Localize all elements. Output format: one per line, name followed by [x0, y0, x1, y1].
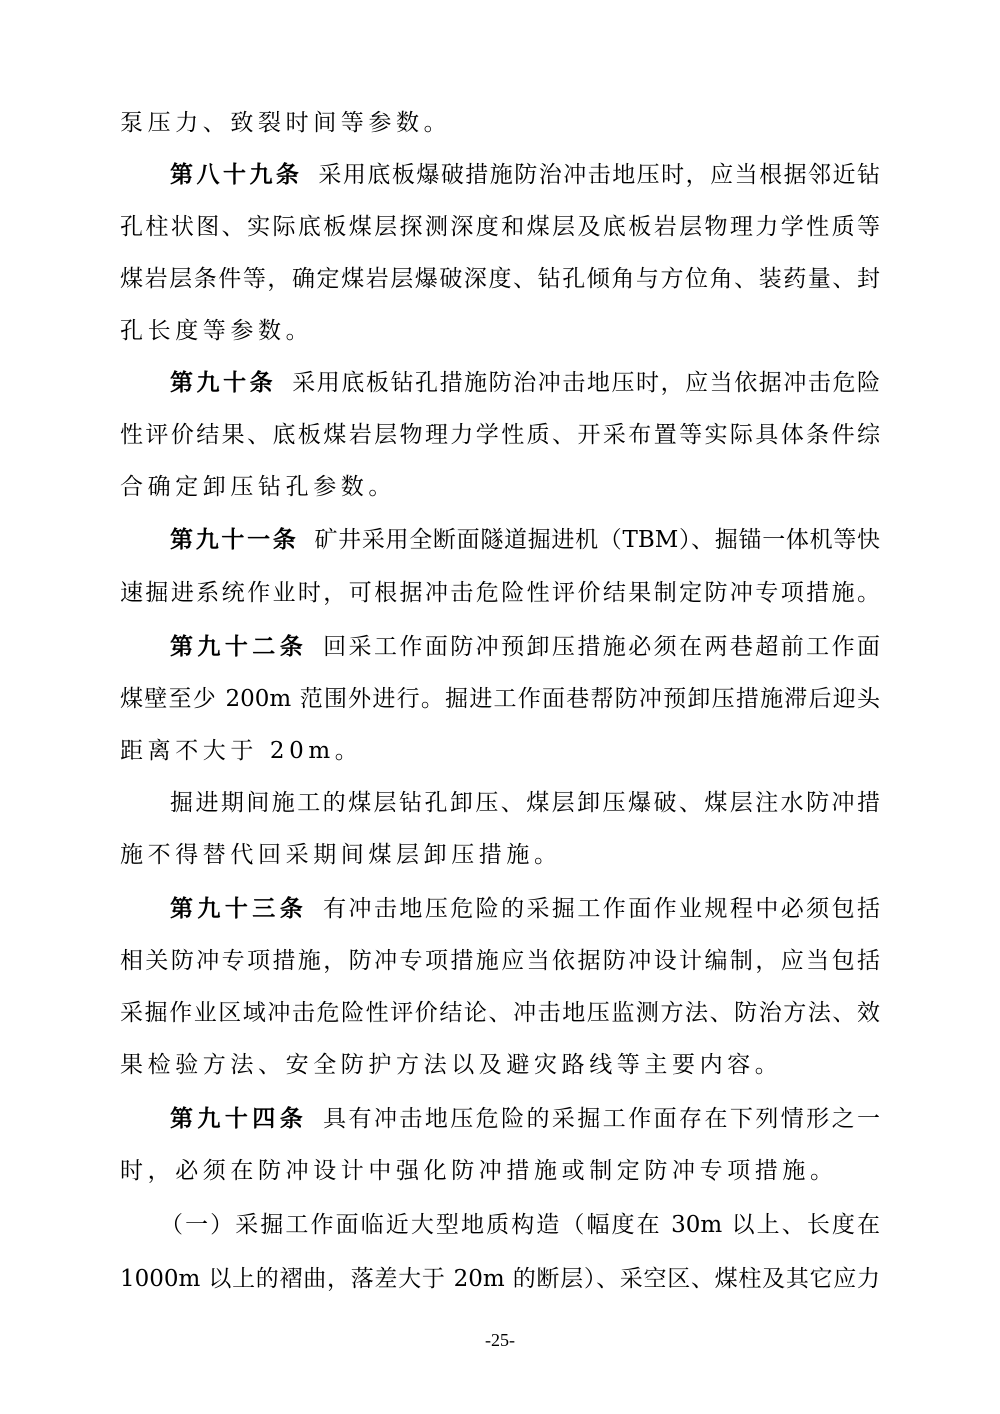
paragraph-line — [170, 894, 880, 924]
line-text: 掘进期间施工的煤层钻孔卸压、煤层卸压爆破、煤层注水防冲措 — [170, 790, 880, 816]
paragraph-line — [170, 788, 880, 818]
article-heading: 第九十三条 — [170, 895, 308, 922]
paragraph-line — [170, 525, 880, 555]
paragraph-line — [120, 1264, 880, 1294]
line-text: 煤壁至少 200m 范围外进行。掘进工作面巷帮防冲预卸压措施滞后迎头 — [120, 686, 880, 712]
line-text: 施不得替代回采期间煤层卸压措施。 — [120, 842, 562, 868]
line-text: （一）采掘工作面临近大型地质构造（幅度在 30m 以上、长度在 — [160, 1212, 880, 1238]
paragraph-line — [120, 212, 880, 242]
paragraph-line — [120, 108, 880, 138]
paragraph-line — [120, 472, 880, 502]
paragraph-line — [170, 632, 880, 662]
line-text: 1000m 以上的褶曲，落差大于 20m 的断层）、采空区、煤柱及其它应力 — [120, 1266, 880, 1292]
line-text: 性评价结果、底板煤岩层物理力学性质、开采布置等实际具体条件综 — [120, 422, 880, 448]
page-number: -25- — [485, 1330, 515, 1350]
article-heading: 第九十四条 — [170, 1105, 308, 1132]
paragraph-line — [170, 160, 880, 190]
paragraph-line — [120, 316, 880, 346]
line-text: 采用底板爆破措施防治冲击地压时，应当根据邻近钻 — [318, 162, 881, 188]
line-text: 采掘作业区域冲击危险性评价结论、冲击地压监测方法、防治方法、效 — [120, 1000, 880, 1026]
line-text: 合确定卸压钻孔参数。 — [120, 474, 396, 500]
paragraph-line — [120, 264, 880, 294]
paragraph-line — [120, 1156, 880, 1186]
paragraph-line — [170, 1104, 880, 1134]
article-heading: 第八十九条 — [170, 161, 303, 188]
line-text: 采用底板钻孔措施防治冲击地压时，应当依据冲击危险 — [292, 370, 881, 396]
line-text: 相关防冲专项措施，防冲专项措施应当依据防冲设计编制，应当包括 — [120, 948, 880, 974]
line-text: 回采工作面防冲预卸压措施必须在两巷超前工作面 — [323, 634, 881, 660]
line-text: 孔柱状图、实际底板煤层探测深度和煤层及底板岩层物理力学性质等 — [120, 214, 880, 240]
paragraph-line — [120, 946, 880, 976]
line-text: 孔长度等参数。 — [120, 318, 314, 344]
paragraph-line — [120, 1050, 880, 1080]
paragraph-line — [120, 578, 880, 608]
paragraph-line — [120, 420, 880, 450]
line-text: 距离不大于 20m。 — [120, 738, 363, 764]
line-text: 果检验方法、安全防护方法以及避灾路线等主要内容。 — [120, 1052, 783, 1078]
line-text: 速掘进系统作业时，可根据冲击危险性评价结果制定防冲专项措施。 — [120, 580, 880, 606]
line-text: 煤岩层条件等，确定煤岩层爆破深度、钻孔倾角与方位角、装药量、封 — [120, 266, 880, 292]
paragraph-line — [120, 684, 880, 714]
line-text: 泵压力、致裂时间等参数。 — [120, 110, 452, 136]
line-text: 具有冲击地压危险的采掘工作面存在下列情形之一 — [323, 1106, 881, 1132]
paragraph-line — [120, 998, 880, 1028]
line-text: 矿井采用全断面隧道掘进机（TBM）、掘锚一体机等快 — [314, 527, 881, 553]
line-text: 时，必须在防冲设计中强化防冲措施或制定防冲专项措施。 — [120, 1158, 838, 1184]
article-heading: 第九十二条 — [170, 633, 308, 660]
article-heading: 第九十条 — [170, 369, 277, 396]
article-heading: 第九十一条 — [170, 526, 299, 553]
paragraph-line — [160, 1210, 880, 1240]
paragraph-line — [120, 840, 880, 870]
line-text: 有冲击地压危险的采掘工作面作业规程中必须包括 — [323, 896, 881, 922]
paragraph-line — [170, 368, 880, 398]
paragraph-line — [120, 736, 880, 766]
